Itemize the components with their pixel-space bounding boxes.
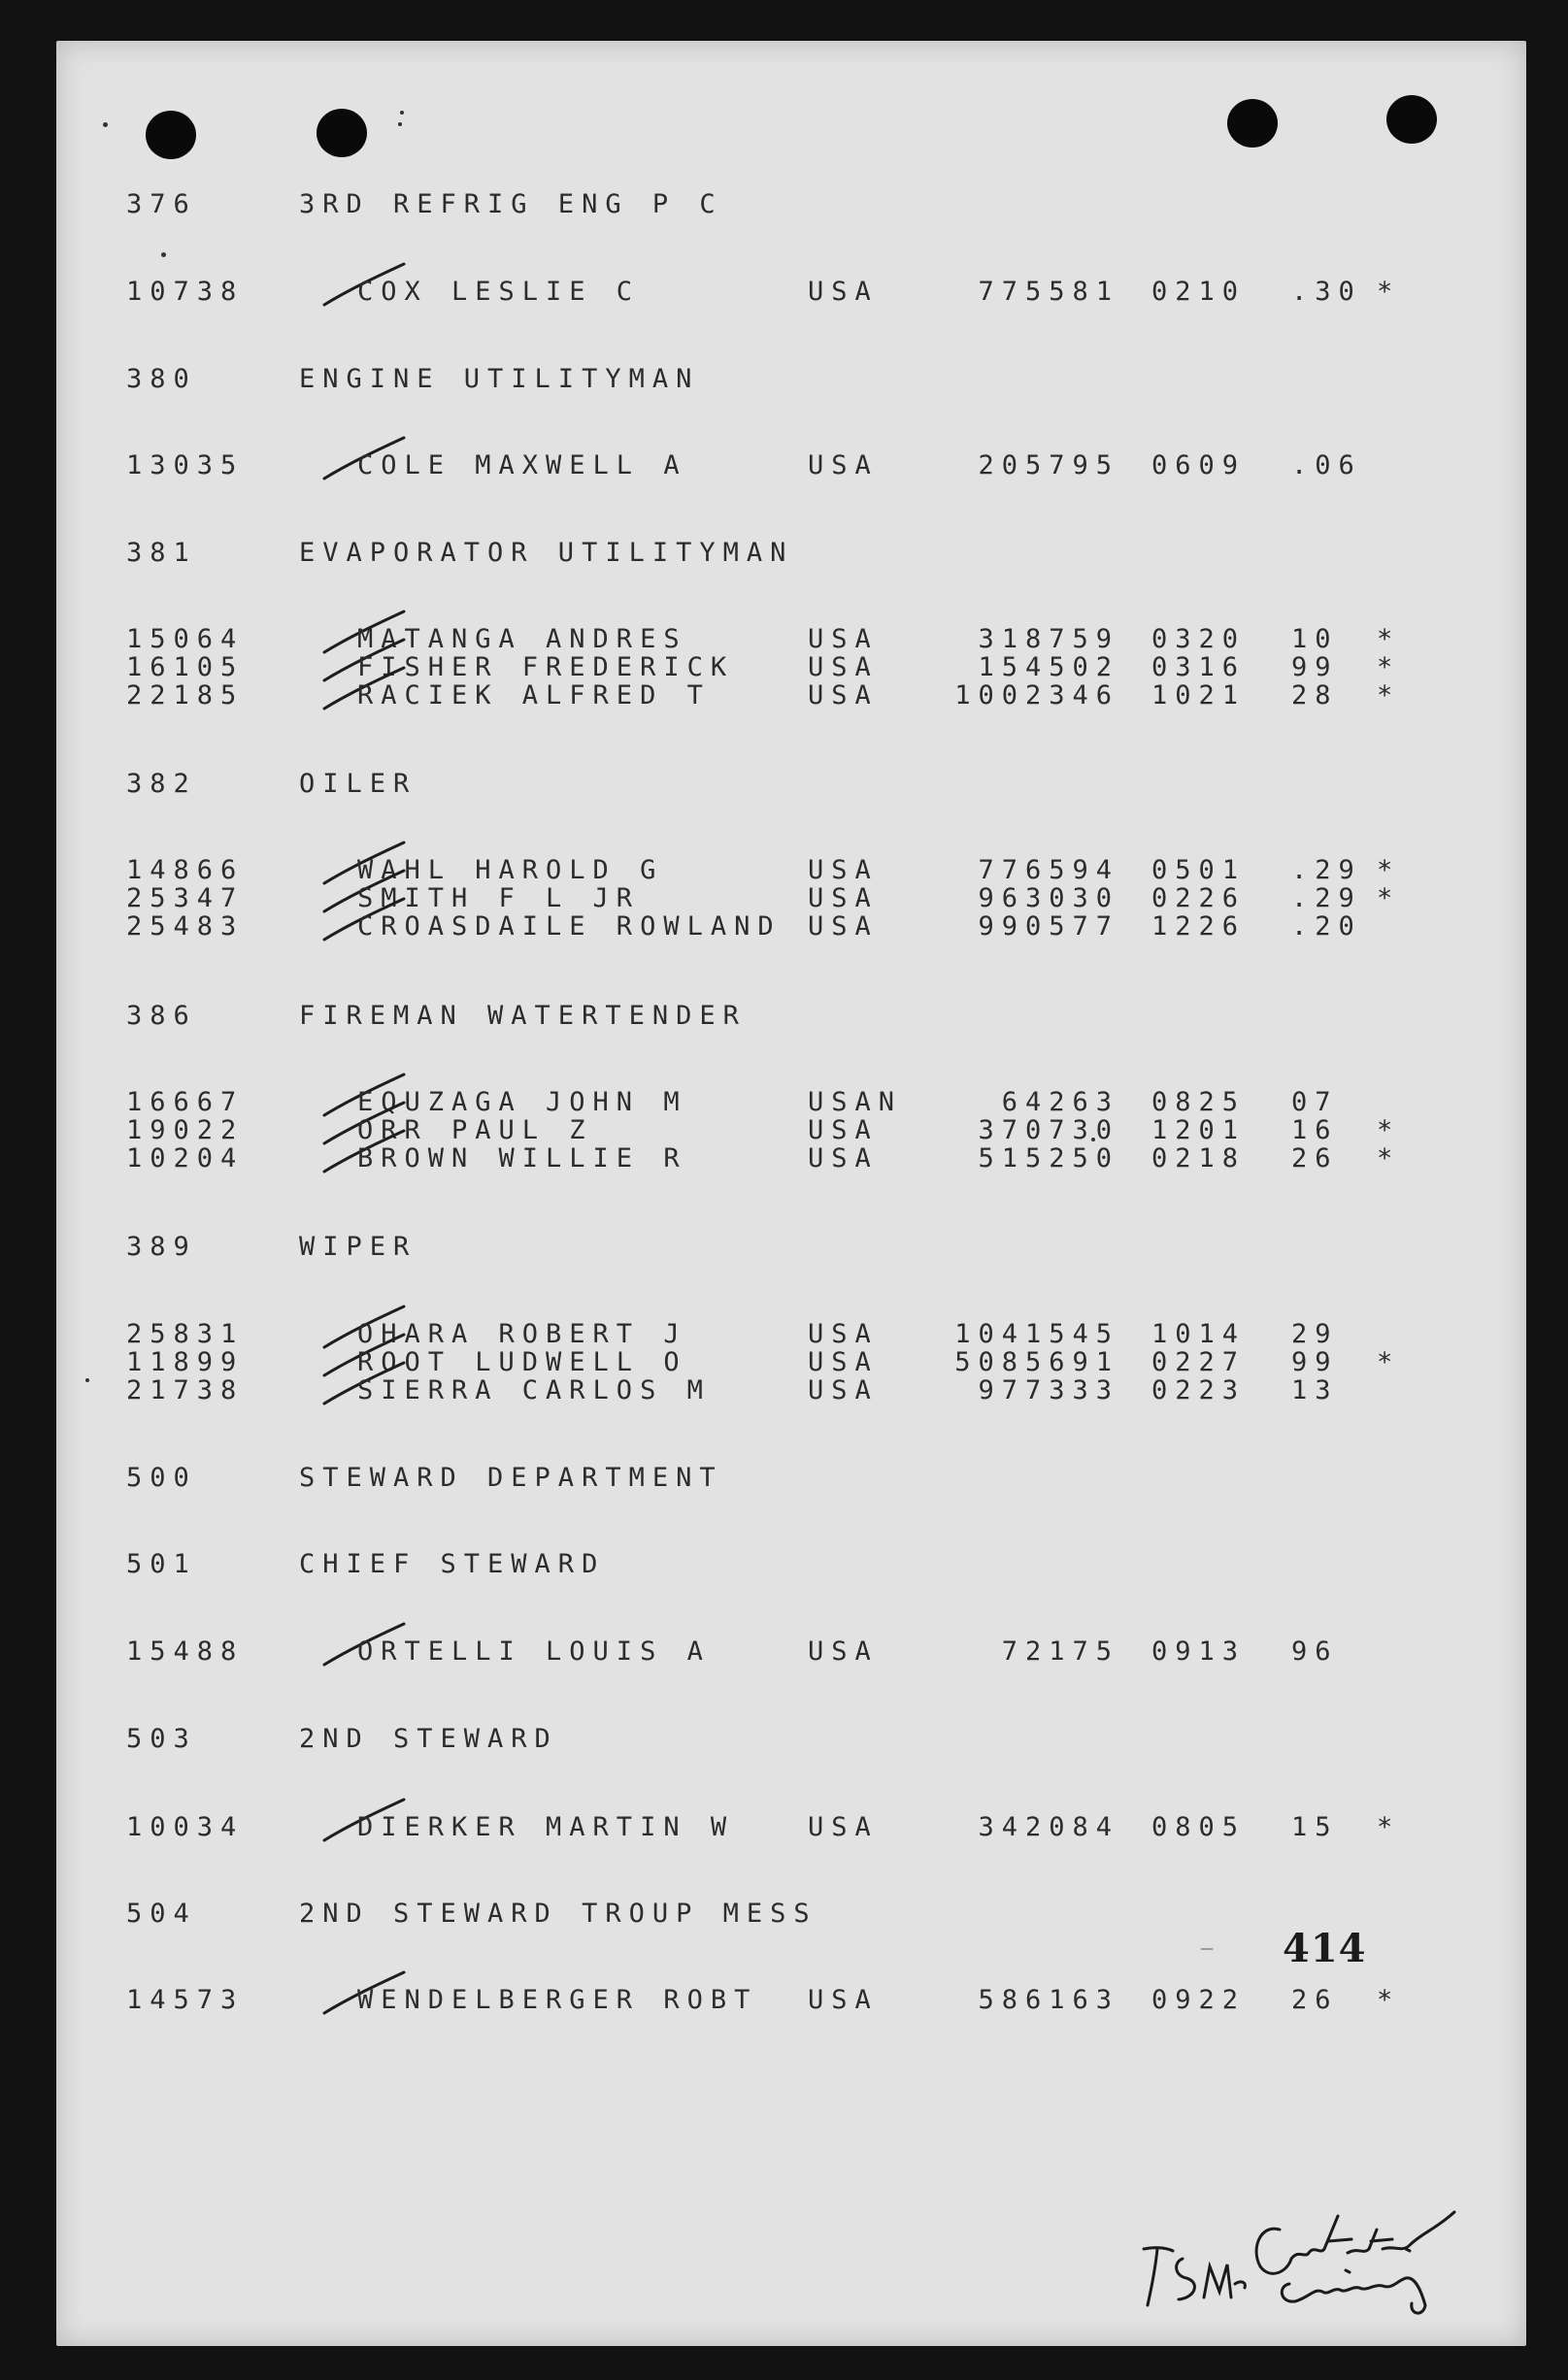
date-code: 0501 xyxy=(1151,855,1247,885)
handwritten-signature xyxy=(1115,2191,1503,2327)
citizenship: USA xyxy=(808,450,879,480)
value-code: .20 xyxy=(1291,911,1362,942)
date-code: 0316 xyxy=(1151,652,1247,682)
citizenship: USA xyxy=(808,1143,879,1173)
date-code: 0218 xyxy=(1151,1143,1247,1173)
crew-row xyxy=(56,1374,1526,1407)
position-heading xyxy=(56,1548,1526,1581)
position-title: EVAPORATOR UTILITYMAN xyxy=(299,538,794,568)
stamp-mark: — xyxy=(1200,1941,1214,1957)
position-title: ENGINE UTILITYMAN xyxy=(299,364,700,394)
document-number: 1002346 xyxy=(954,680,1119,711)
value-code: 29 xyxy=(1291,1319,1339,1349)
document-number: 586163 xyxy=(978,1985,1119,2015)
crew-number: 16105 xyxy=(126,652,245,682)
crew-row xyxy=(56,276,1526,309)
asterisk-mark: * xyxy=(1377,1347,1401,1377)
value-code: 26 xyxy=(1291,1985,1339,2015)
citizenship: USA xyxy=(808,883,879,913)
value-code: 07 xyxy=(1291,1087,1339,1117)
position-code: 503 xyxy=(126,1724,197,1754)
citizenship: USA xyxy=(808,1347,879,1377)
crew-row xyxy=(56,1811,1526,1844)
date-code: 0825 xyxy=(1151,1087,1247,1117)
crew-name: FISHER FREDERICK xyxy=(357,652,735,682)
crew-name: COLE MAXWELL A xyxy=(357,450,687,480)
date-code: 0226 xyxy=(1151,883,1247,913)
document-number: 5085691 xyxy=(954,1347,1119,1377)
value-code: 16 xyxy=(1291,1115,1339,1145)
date-code: 0913 xyxy=(1151,1636,1247,1667)
document-number: 154502 xyxy=(978,652,1119,682)
crew-number: 14866 xyxy=(126,855,245,885)
document-page xyxy=(56,41,1526,2346)
asterisk-mark: * xyxy=(1377,277,1401,307)
crew-number: 14573 xyxy=(126,1985,245,2015)
citizenship: USA xyxy=(808,855,879,885)
crew-name: MATANGA ANDRES xyxy=(357,624,687,654)
document-number: 963030 xyxy=(978,883,1119,913)
asterisk-mark: * xyxy=(1377,855,1401,885)
value-code: 96 xyxy=(1291,1636,1339,1667)
citizenship: USA xyxy=(808,624,879,654)
position-heading xyxy=(56,188,1526,221)
crew-number: 15064 xyxy=(126,624,245,654)
position-title: 3RD REFRIG ENG P C xyxy=(299,189,723,219)
document-number: 205795 xyxy=(978,450,1119,480)
position-heading xyxy=(56,1231,1526,1264)
position-code: 380 xyxy=(126,364,197,394)
crew-row xyxy=(56,679,1526,712)
citizenship: USA xyxy=(808,1985,879,2015)
document-number: 318759 xyxy=(978,624,1119,654)
position-title: 2ND STEWARD xyxy=(299,1724,558,1754)
crew-number: 15488 xyxy=(126,1636,245,1667)
crew-name: ORR PAUL Z xyxy=(357,1115,593,1145)
citizenship: USAN xyxy=(808,1087,903,1117)
value-code: .29 xyxy=(1291,883,1362,913)
crew-name: RACIEK ALFRED T xyxy=(357,680,711,711)
value-code: 99 xyxy=(1291,652,1339,682)
position-heading xyxy=(56,1000,1526,1033)
document-number: 72175 xyxy=(1001,1636,1119,1667)
citizenship: USA xyxy=(808,1375,879,1405)
date-code: 0320 xyxy=(1151,624,1247,654)
crew-number: 13035 xyxy=(126,450,245,480)
value-code: .06 xyxy=(1291,450,1362,480)
date-code: 0609 xyxy=(1151,450,1247,480)
crew-name: WAHL HAROLD G xyxy=(357,855,664,885)
crew-row xyxy=(56,449,1526,482)
citizenship: USA xyxy=(808,1812,879,1842)
citizenship: USA xyxy=(808,277,879,307)
crew-roster xyxy=(56,41,1526,2346)
crew-name: ROOT LUDWELL O xyxy=(357,1347,687,1377)
value-code: .29 xyxy=(1291,855,1362,885)
position-title: WIPER xyxy=(299,1232,417,1262)
crew-number: 10738 xyxy=(126,277,245,307)
asterisk-mark: * xyxy=(1377,652,1401,682)
date-code: 0805 xyxy=(1151,1812,1247,1842)
citizenship: USA xyxy=(808,680,879,711)
position-title: STEWARD DEPARTMENT xyxy=(299,1463,723,1493)
document-number: 64263 xyxy=(1001,1087,1119,1117)
date-code: 1226 xyxy=(1151,911,1247,942)
crew-name: SMITH F L JR xyxy=(357,883,641,913)
date-code: 0210 xyxy=(1151,277,1247,307)
crew-name: WENDELBERGER ROBT xyxy=(357,1985,758,2015)
crew-name: ORTELLI LOUIS A xyxy=(357,1636,711,1667)
crew-row xyxy=(56,1636,1526,1669)
date-code: 0223 xyxy=(1151,1375,1247,1405)
date-code: 1201 xyxy=(1151,1115,1247,1145)
position-title: OILER xyxy=(299,769,417,799)
citizenship: USA xyxy=(808,1319,879,1349)
date-code: 0922 xyxy=(1151,1985,1247,2015)
value-code: 15 xyxy=(1291,1812,1339,1842)
value-code: 28 xyxy=(1291,680,1339,711)
crew-number: 25831 xyxy=(126,1319,245,1349)
value-code: .30 xyxy=(1291,277,1362,307)
asterisk-mark: * xyxy=(1377,1143,1401,1173)
page-number-stamp: 414 xyxy=(1283,1926,1367,1971)
citizenship: USA xyxy=(808,1636,879,1667)
document-number: 990577 xyxy=(978,911,1119,942)
position-heading xyxy=(56,1462,1526,1495)
date-code: 0227 xyxy=(1151,1347,1247,1377)
asterisk-mark: * xyxy=(1377,1812,1401,1842)
position-heading xyxy=(56,363,1526,396)
position-code: 381 xyxy=(126,538,197,568)
position-code: 389 xyxy=(126,1232,197,1262)
crew-number: 21738 xyxy=(126,1375,245,1405)
position-title: CHIEF STEWARD xyxy=(299,1549,606,1579)
position-code: 382 xyxy=(126,769,197,799)
position-heading xyxy=(56,1723,1526,1756)
citizenship: USA xyxy=(808,1115,879,1145)
document-number: 515250 xyxy=(978,1143,1119,1173)
position-code: 501 xyxy=(126,1549,197,1579)
crew-name: CROASDAILE ROWLAND xyxy=(357,911,782,942)
crew-name: OHARA ROBERT J xyxy=(357,1319,687,1349)
document-number: 1041545 xyxy=(954,1319,1119,1349)
document-number: 776594 xyxy=(978,855,1119,885)
crew-name: DIERKER MARTIN W xyxy=(357,1812,735,1842)
crew-number: 25347 xyxy=(126,883,245,913)
crew-number: 11899 xyxy=(126,1347,245,1377)
crew-name: BROWN WILLIE R xyxy=(357,1143,687,1173)
position-code: 504 xyxy=(126,1899,197,1929)
value-code: 26 xyxy=(1291,1143,1339,1173)
position-heading xyxy=(56,768,1526,801)
date-code: 1021 xyxy=(1151,680,1247,711)
crew-number: 25483 xyxy=(126,911,245,942)
position-title: FIREMAN WATERTENDER xyxy=(299,1001,747,1031)
asterisk-mark: * xyxy=(1377,624,1401,654)
position-heading xyxy=(56,537,1526,570)
value-code: 13 xyxy=(1291,1375,1339,1405)
date-code: 1014 xyxy=(1151,1319,1247,1349)
asterisk-mark: * xyxy=(1377,1985,1401,2015)
document-number: 370730 xyxy=(978,1115,1119,1145)
crew-number: 10204 xyxy=(126,1143,245,1173)
position-code: 376 xyxy=(126,189,197,219)
document-number: 977333 xyxy=(978,1375,1119,1405)
crew-name: SIERRA CARLOS M xyxy=(357,1375,711,1405)
citizenship: USA xyxy=(808,911,879,942)
document-number: 775581 xyxy=(978,277,1119,307)
value-code: 10 xyxy=(1291,624,1339,654)
asterisk-mark: * xyxy=(1377,883,1401,913)
asterisk-mark: * xyxy=(1377,680,1401,711)
position-title: 2ND STEWARD TROUP MESS xyxy=(299,1899,817,1929)
citizenship: USA xyxy=(808,652,879,682)
crew-row xyxy=(56,1142,1526,1175)
position-code: 386 xyxy=(126,1001,197,1031)
position-code: 500 xyxy=(126,1463,197,1493)
crew-number: 16667 xyxy=(126,1087,245,1117)
crew-name: EQUZAGA JOHN M xyxy=(357,1087,687,1117)
asterisk-mark: * xyxy=(1377,1115,1401,1145)
crew-row xyxy=(56,1984,1526,2017)
crew-number: 10034 xyxy=(126,1812,245,1842)
value-code: 99 xyxy=(1291,1347,1339,1377)
crew-number: 19022 xyxy=(126,1115,245,1145)
crew-row xyxy=(56,910,1526,943)
document-number: 342084 xyxy=(978,1812,1119,1842)
crew-name: COX LESLIE C xyxy=(357,277,641,307)
crew-number: 22185 xyxy=(126,680,245,711)
